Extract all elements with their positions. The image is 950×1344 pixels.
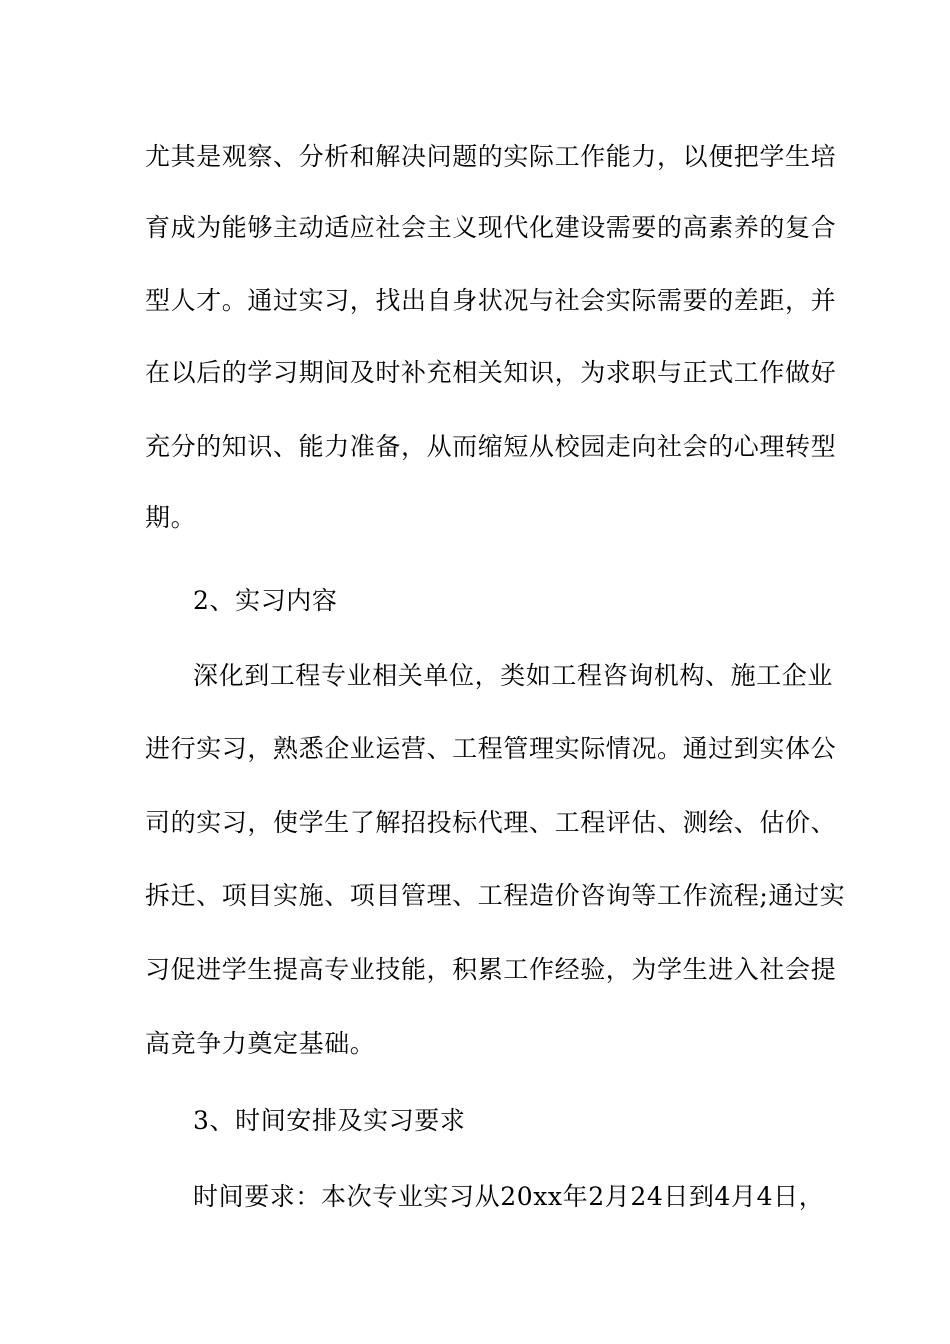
paragraph-line: 拆迁、项目实施、项目管理、工程造价咨询等工作流程;通过实 [145,881,846,910]
paragraph-line: 时间要求：本次专业实习从20xx年2月24日到4月4日， [193,1182,825,1211]
paragraph-line: 育成为能够主动适应社会主义现代化建设需要的高素养的复合 [145,213,837,242]
paragraph-line: 型人才。通过实习，找出自身状况与社会实际需要的差距，并 [145,286,837,315]
paragraph-line: 进行实习，熟悉企业运营、工程管理实际情况。通过到实体公 [145,734,837,763]
paragraph-line: 习促进学生提高专业技能，积累工作经验，为学生进入社会提 [145,955,837,984]
section-heading: 3、时间安排及实习要求 [193,1106,466,1135]
paragraph-line: 在以后的学习期间及时补充相关知识，为求职与正式工作做好 [145,358,837,387]
section-heading: 2、实习内容 [193,586,338,615]
paragraph-line: 深化到工程专业相关单位，类如工程咨询机构、施工企业 [193,661,834,690]
paragraph-line: 期。 [145,503,197,532]
paragraph-line: 充分的知识、能力准备，从而缩短从校园走向社会的心理转型 [145,432,837,461]
paragraph-line: 司的实习，使学生了解招投标代理、工程评估、测绘、估价、 [145,808,837,837]
paragraph-line: 高竞争力奠定基础。 [145,1029,376,1058]
paragraph-line: 尤其是观察、分析和解决问题的实际工作能力，以便把学生培 [145,142,837,171]
